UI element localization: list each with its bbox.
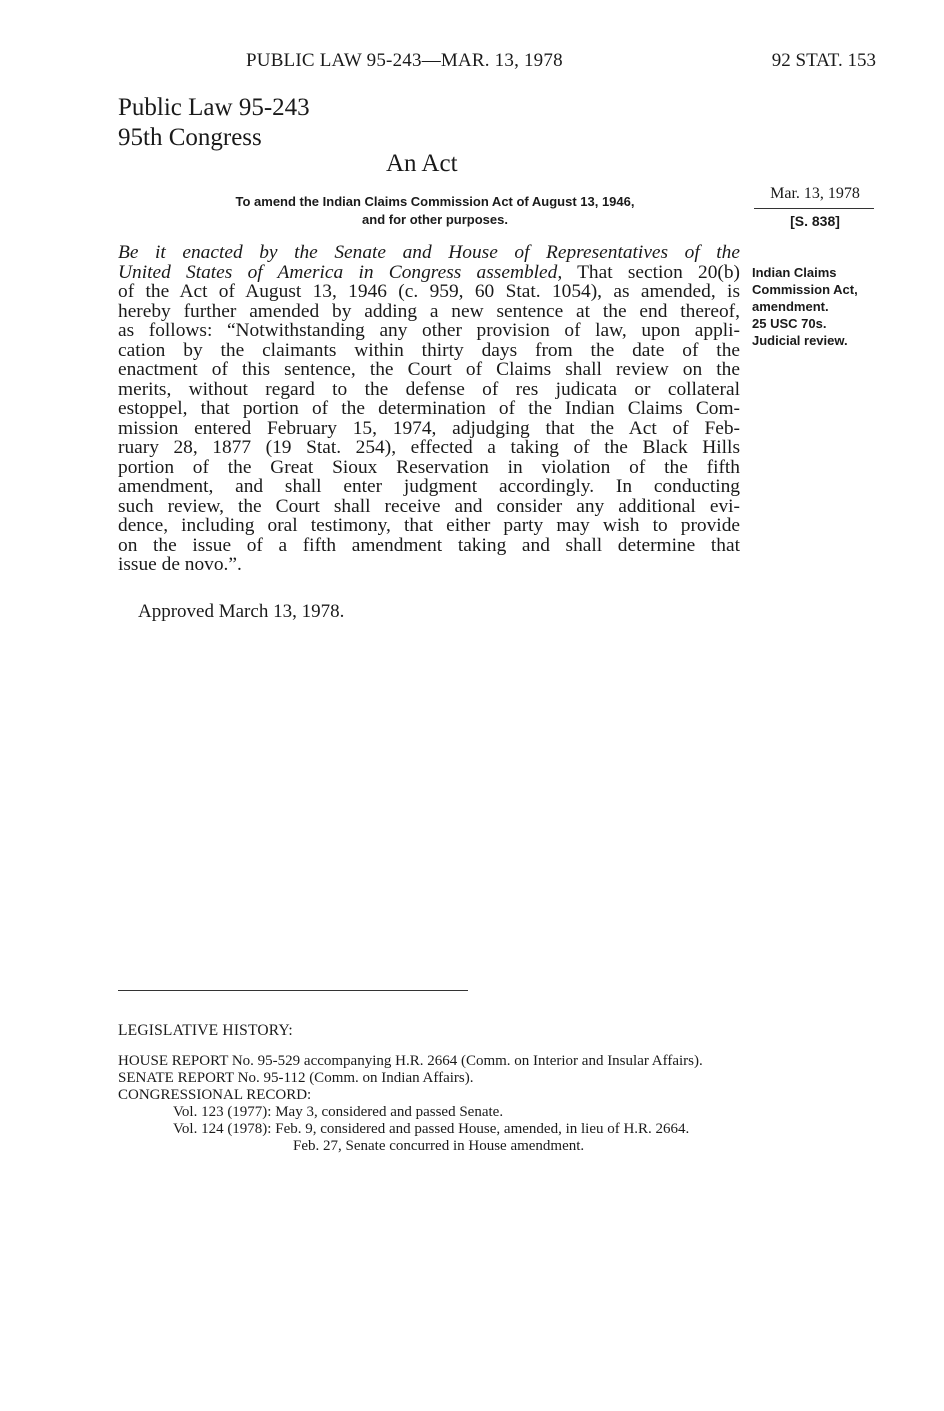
body-line: mission entered February 15, 1974, adjudging that the Act of Feb- [118,417,740,439]
act-purpose [150,193,720,229]
purpose-line-1: To amend the Indian Claims Commission Act of August 13, 1946, [235,194,635,209]
house-report: HOUSE REPORT No. 95-529 accompanying H.R. 2664 (Comm. on Interior and Insular Affairs). [118,1053,703,1069]
page-reference: 92 STAT. 153 [771,50,876,71]
body-line: enactment of this sentence, the Court of Claims shall review on the [118,359,740,380]
act-heading: An Act [386,150,458,177]
enacting-clause-part-1: Be it enacted by the Senate and House of Representatives of the [118,242,740,263]
senate-report: SENATE REPORT No. 95-112 (Comm. on Indian Affairs). [118,1070,474,1086]
body-line: amendment, and shall enter judgment accordingly. In conducting [118,476,740,497]
body-line: on the issue of a fifth amendment taking and shall determine that [118,534,740,556]
margin-note: 25 USC 70s. [752,316,827,331]
running-header [0,50,944,74]
margin-note: Indian Claims [752,265,837,280]
statute-body [118,243,740,575]
enacting-clause-part-2: United States of America in Congress assembled, [118,261,563,283]
margin-notes [752,264,892,349]
approval-date: Approved March 13, 1978. [138,601,345,622]
body-line: portion of the Great Sioux Reservation in violation of the fifth [118,456,740,478]
body-line: of the Act of August 13, 1946 (c. 959, 60 Stat. 1054), as amended, is [118,281,740,302]
margin-date-block [754,184,876,231]
body-line: ruary 28, 1877 (19 Stat. 254), effected a taking of the Black Hills [118,437,740,458]
footnote-divider [118,990,468,991]
record-feb-27: Feb. 27, Senate concurred in House amendment. [293,1138,585,1154]
body-line: issue de novo.”. [118,554,242,575]
purpose-line-2: and for other purposes. [362,212,508,227]
record-vol-124: Vol. 124 (1978): Feb. 9, considered and passed House, amended, in lieu of H.R. 2664. [173,1121,690,1137]
law-number: Public Law 95-243 [118,94,310,121]
body-line: such review, the Court shall receive and consider any additional evi- [118,495,740,517]
bill-number: [S. 838] [790,213,840,229]
body-line: estoppel, that portion of the determination of the Indian Claims Com- [118,398,740,419]
law-title-block [118,93,310,153]
history-heading: LEGISLATIVE HISTORY: [118,1022,293,1039]
legislative-history [118,1022,758,1155]
record-vol-123: Vol. 123 (1977): May 3, considered and passed Senate. [173,1104,504,1120]
congress-number: 95th Congress [118,124,262,151]
body-line [118,263,740,283]
margin-divider [754,208,874,209]
body-line: merits, without regard to the defense of res judicata or collateral [118,378,740,400]
body-text-segment: That section 20(b) [577,261,741,283]
body-line: hereby further amended by adding a new sentence at the end thereof, [118,300,740,322]
body-line [118,243,740,263]
body-line: cation by the claimants within thirty days from the date of the [118,339,740,361]
running-title: PUBLIC LAW 95-243—MAR. 13, 1978 [246,50,563,71]
margin-note: Commission Act, [752,282,858,297]
body-line: as follows: “Notwithstanding any other provision of law, upon appli- [118,320,740,341]
body-line: dence, including oral testimony, that either party may wish to provide [118,515,740,536]
congressional-record-heading: CONGRESSIONAL RECORD: [118,1087,312,1103]
margin-note: amendment. [752,299,829,314]
enactment-date: Mar. 13, 1978 [770,185,860,202]
margin-note: Judicial review. [752,333,848,348]
